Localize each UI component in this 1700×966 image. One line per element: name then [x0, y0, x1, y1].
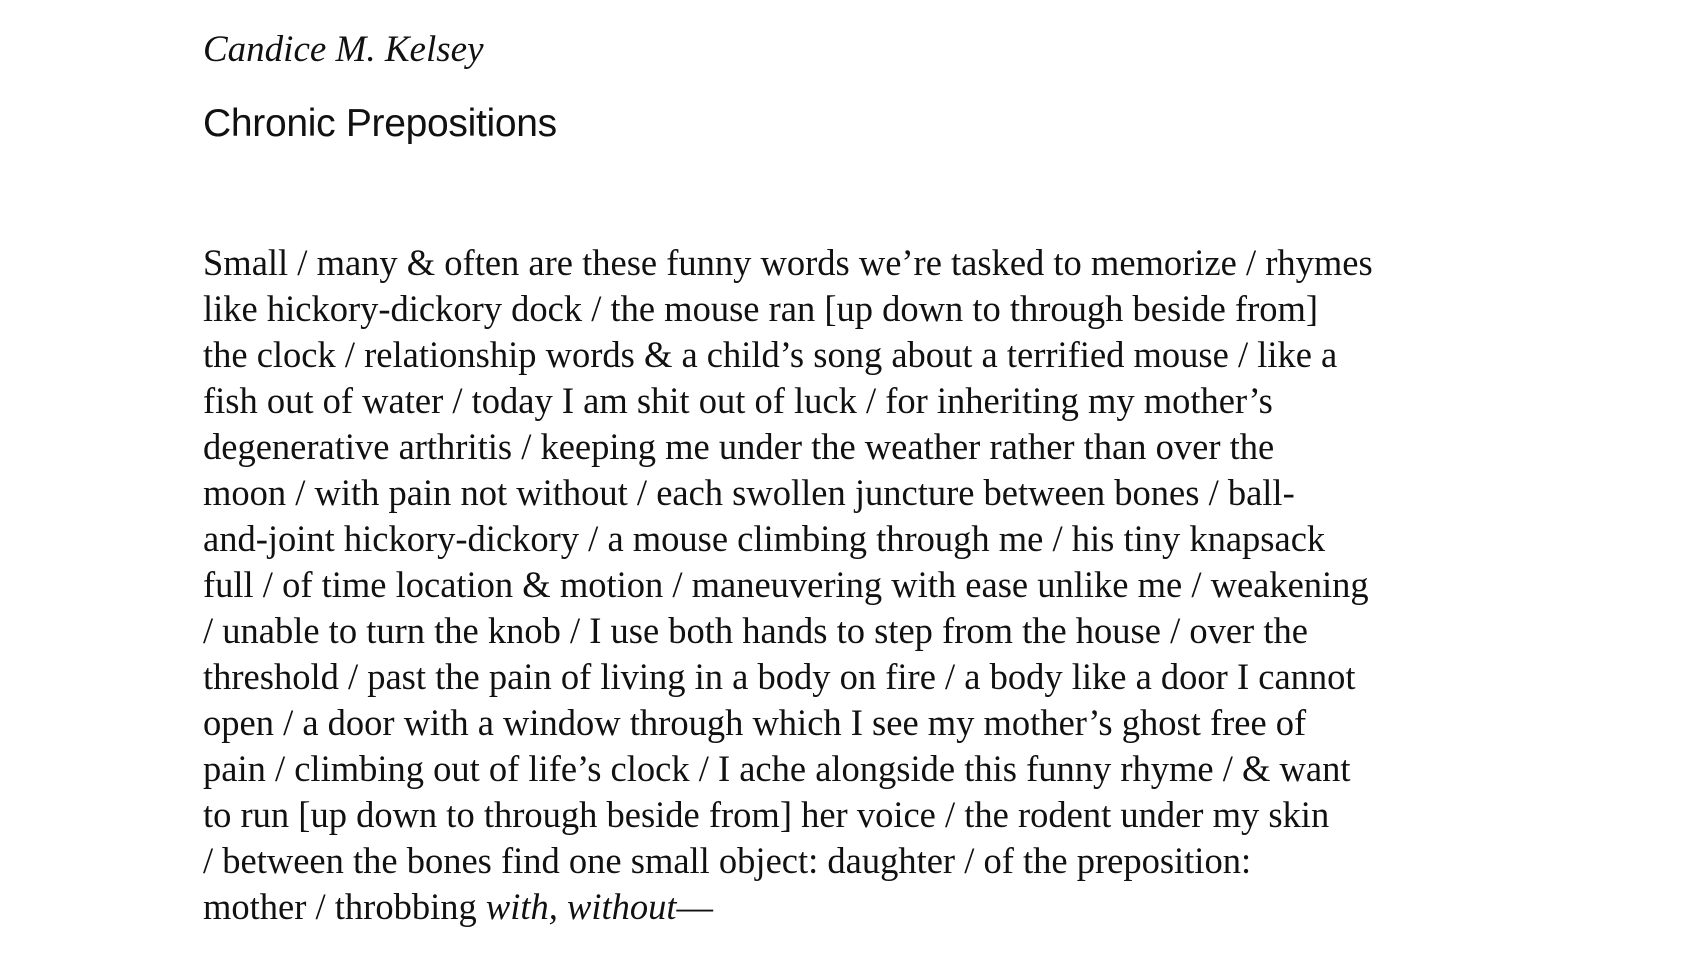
poem-line: fish out of water / today I am shit out of luck / for inheriting my mother’s [203, 380, 1273, 421]
poem-line: open / a door with a window through which I see my mother’s ghost free of [203, 702, 1307, 743]
poem-line: / unable to turn the knob / I use both hands to step from the house / over the [203, 610, 1308, 651]
poem-line: and-joint hickory-dickory / a mouse climbing through me / his tiny knapsack [203, 518, 1326, 559]
poem-line: Small / many & often are these funny words we’re tasked to memorize / rhymes [203, 242, 1373, 283]
poem-line: moon / with pain not without / each swollen juncture between bones / ball- [203, 472, 1295, 513]
author-name: Candice M. Kelsey [203, 29, 484, 70]
poem-line: pain / climbing out of life’s clock / I ache alongside this funny rhyme / & want [203, 748, 1351, 789]
poem-line: the clock / relationship words & a child’s song about a terrified mouse / like a [203, 334, 1338, 375]
poem-line: threshold / past the pain of living in a body on fire / a body like a door I cannot [203, 656, 1356, 697]
final-line-italic: with, without [485, 886, 677, 927]
poem-line: / between the bones find one small object: daughter / of the preposition: [203, 840, 1252, 881]
poem-body [203, 240, 1518, 930]
poem-line: degenerative arthritis / keeping me under the weather rather than over the [203, 426, 1275, 467]
poem-title: Chronic Prepositions [203, 102, 557, 145]
poem-line: like hickory-dickory dock / the mouse ran [up down to through beside from] [203, 288, 1319, 329]
poem-line: full / of time location & motion / maneuvering with ease unlike me / weakening [203, 564, 1369, 605]
poem-final-line [203, 884, 1518, 930]
final-line-end: — [676, 886, 713, 927]
final-line-start: mother / throbbing [203, 886, 486, 927]
poem-line: to run [up down to through beside from] her voice / the rodent under my skin [203, 794, 1330, 835]
